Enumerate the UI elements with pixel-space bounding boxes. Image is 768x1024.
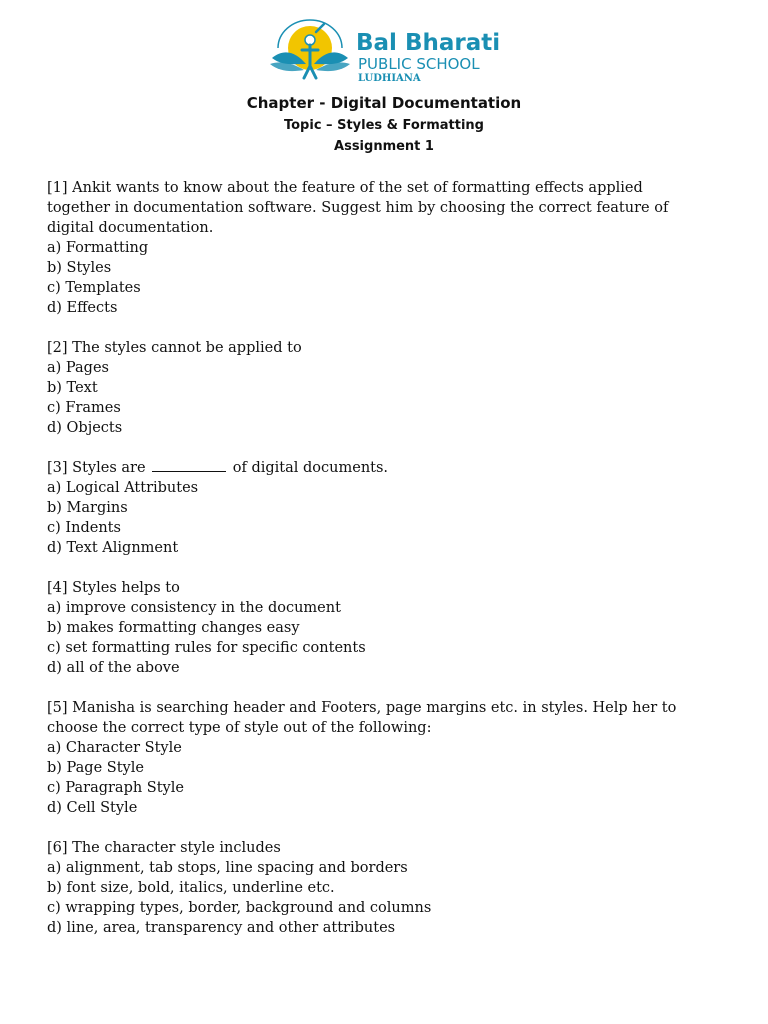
question-text-end: of digital documents. [232,460,389,476]
question-5 [47,698,737,818]
document-header [0,0,768,160]
answer-option: d) Text Alignment [47,540,179,556]
question-text: together in documentation software. Suggest him by choosing the correct feature of [47,200,669,216]
question-text: [6] The character style includes [47,840,281,856]
question-text: [2] The styles cannot be applied to [47,340,302,356]
question-text: [1] Ankit wants to know about the feature of the set of formatting effects applied [47,180,643,196]
answer-option: b) makes formatting changes easy [47,620,300,636]
answer-option: d) Effects [47,300,118,316]
answer-option: b) Styles [47,260,112,276]
question-1 [47,178,737,318]
question-list [47,178,737,958]
answer-option: c) Templates [47,280,141,296]
question-4 [47,578,737,678]
answer-option: c) Frames [47,400,121,416]
answer-option: c) Indents [47,520,121,536]
question-3 [47,458,737,558]
answer-option: b) Margins [47,500,128,516]
topic-title: Topic – Styles & Formatting [283,118,484,133]
question-text-start: [3] Styles are [47,460,146,476]
answer-option: d) line, area, transparency and other attributes [47,920,396,936]
question-6 [47,838,737,938]
fill-in-blank [152,459,226,472]
answer-option: b) Text [47,380,98,396]
question-text: [5] Manisha is searching header and Footers, page margins etc. in styles. Help her to [47,700,677,716]
question-text: digital documentation. [47,220,214,236]
answer-option: a) alignment, tab stops, line spacing and borders [47,860,408,876]
answer-option: b) font size, bold, italics, underline etc. [47,880,335,896]
answer-option: c) Paragraph Style [47,780,184,796]
school-subtitle: PUBLIC SCHOOL [358,55,480,73]
chapter-title: Chapter - Digital Documentation [246,94,522,112]
question-2 [47,338,737,438]
answer-option: d) Cell Style [47,800,138,816]
question-text: choose the correct type of style out of the following: [47,720,432,736]
answer-option: a) Logical Attributes [47,480,199,496]
assignment-title: Assignment 1 [334,139,434,154]
answer-option: d) Objects [47,420,123,436]
school-city: LUDHIANA [358,73,421,84]
question-text: [4] Styles helps to [47,580,180,596]
answer-option: a) improve consistency in the document [47,600,341,616]
answer-option: a) Formatting [47,240,149,256]
answer-option: b) Page Style [47,760,144,776]
answer-option: a) Character Style [47,740,182,756]
answer-option: a) Pages [47,360,109,376]
school-logo [266,18,354,88]
answer-option: c) wrapping types, border, background and columns [47,900,432,916]
school-name: Bal Bharati [356,30,501,56]
answer-option: d) all of the above [47,660,180,676]
answer-option: c) set formatting rules for specific contents [47,640,366,656]
question-text [47,458,737,478]
